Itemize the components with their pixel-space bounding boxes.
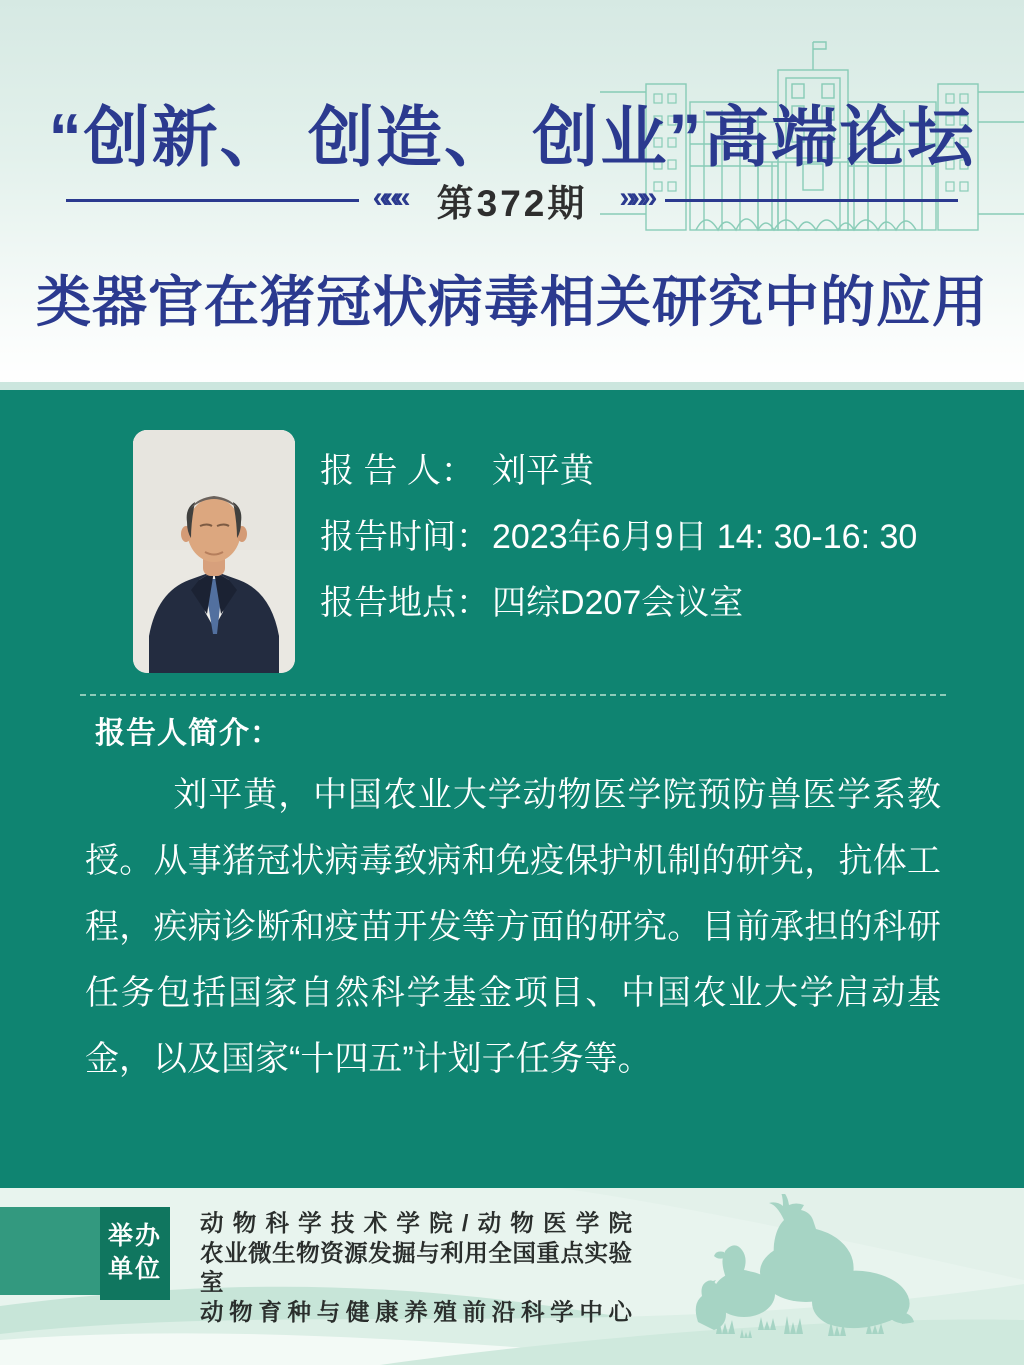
- bio-heading: 报告人简介：: [95, 717, 281, 750]
- poster-header: [0, 0, 1024, 390]
- dashed-separator: [80, 694, 946, 696]
- time-row: [320, 520, 917, 554]
- forum-title: “创新、 创造、 创业”高端论坛: [48, 100, 976, 174]
- issue-line-left: [66, 199, 359, 202]
- poster-footer: [0, 1188, 1024, 1365]
- lecture-title: 类器官在猪冠状病毒相关研究中的应用: [35, 271, 988, 333]
- organizer-box-accent: [0, 1207, 100, 1295]
- speaker-row: [320, 454, 917, 488]
- issue-line-right: [665, 199, 958, 202]
- organizer-label: [100, 1207, 170, 1300]
- organizer-item: 动物育种与健康养殖前沿科学中心: [200, 1298, 632, 1325]
- time-value: 2023年6月9日 14: 30-16: 30: [492, 518, 918, 556]
- chevrons-left-icon: «««: [372, 181, 405, 214]
- organizer-label-line2: 单位: [107, 1255, 162, 1283]
- bio-paragraph: 刘平黄，中国农业大学动物医学院预防兽医学系教授。从事猪冠状病毒致病和免疫保护机制的研究，抗体工程，疾病诊断和疫苗开发等方面的研究。目前承担的科研任务包括国家自然科学基金项目、中国农业大学启动基金，以及国家“十四五”计划子任务等。: [85, 776, 941, 1078]
- issue-row: [0, 178, 1024, 222]
- organizer-label-line1: 举办: [107, 1222, 162, 1250]
- issue-number: 第372期: [436, 183, 588, 224]
- organizer-item: 农业微生物资源发掘与利用全国重点实验室: [200, 1239, 632, 1295]
- farm-animals-icon: [688, 1194, 920, 1346]
- lecture-panel: [0, 390, 1024, 1188]
- location-label: 报告地点：: [320, 584, 490, 622]
- chevrons-right-icon: »»»: [619, 181, 652, 214]
- location-value: 四综D207会议室: [492, 584, 744, 622]
- location-row: [320, 586, 917, 620]
- organizer-list: [200, 1209, 632, 1327]
- speaker-photo: [133, 430, 295, 673]
- divider-strip: [0, 382, 1024, 390]
- speaker-label: 报 告 人：: [320, 452, 475, 490]
- time-label: 报告时间：: [320, 518, 490, 556]
- speaker-info: [320, 454, 917, 652]
- speaker-name: 刘平黄: [492, 452, 594, 490]
- organizer-item: 动物科学技术学院/动物医学院: [200, 1210, 632, 1236]
- portrait-icon: [133, 430, 295, 673]
